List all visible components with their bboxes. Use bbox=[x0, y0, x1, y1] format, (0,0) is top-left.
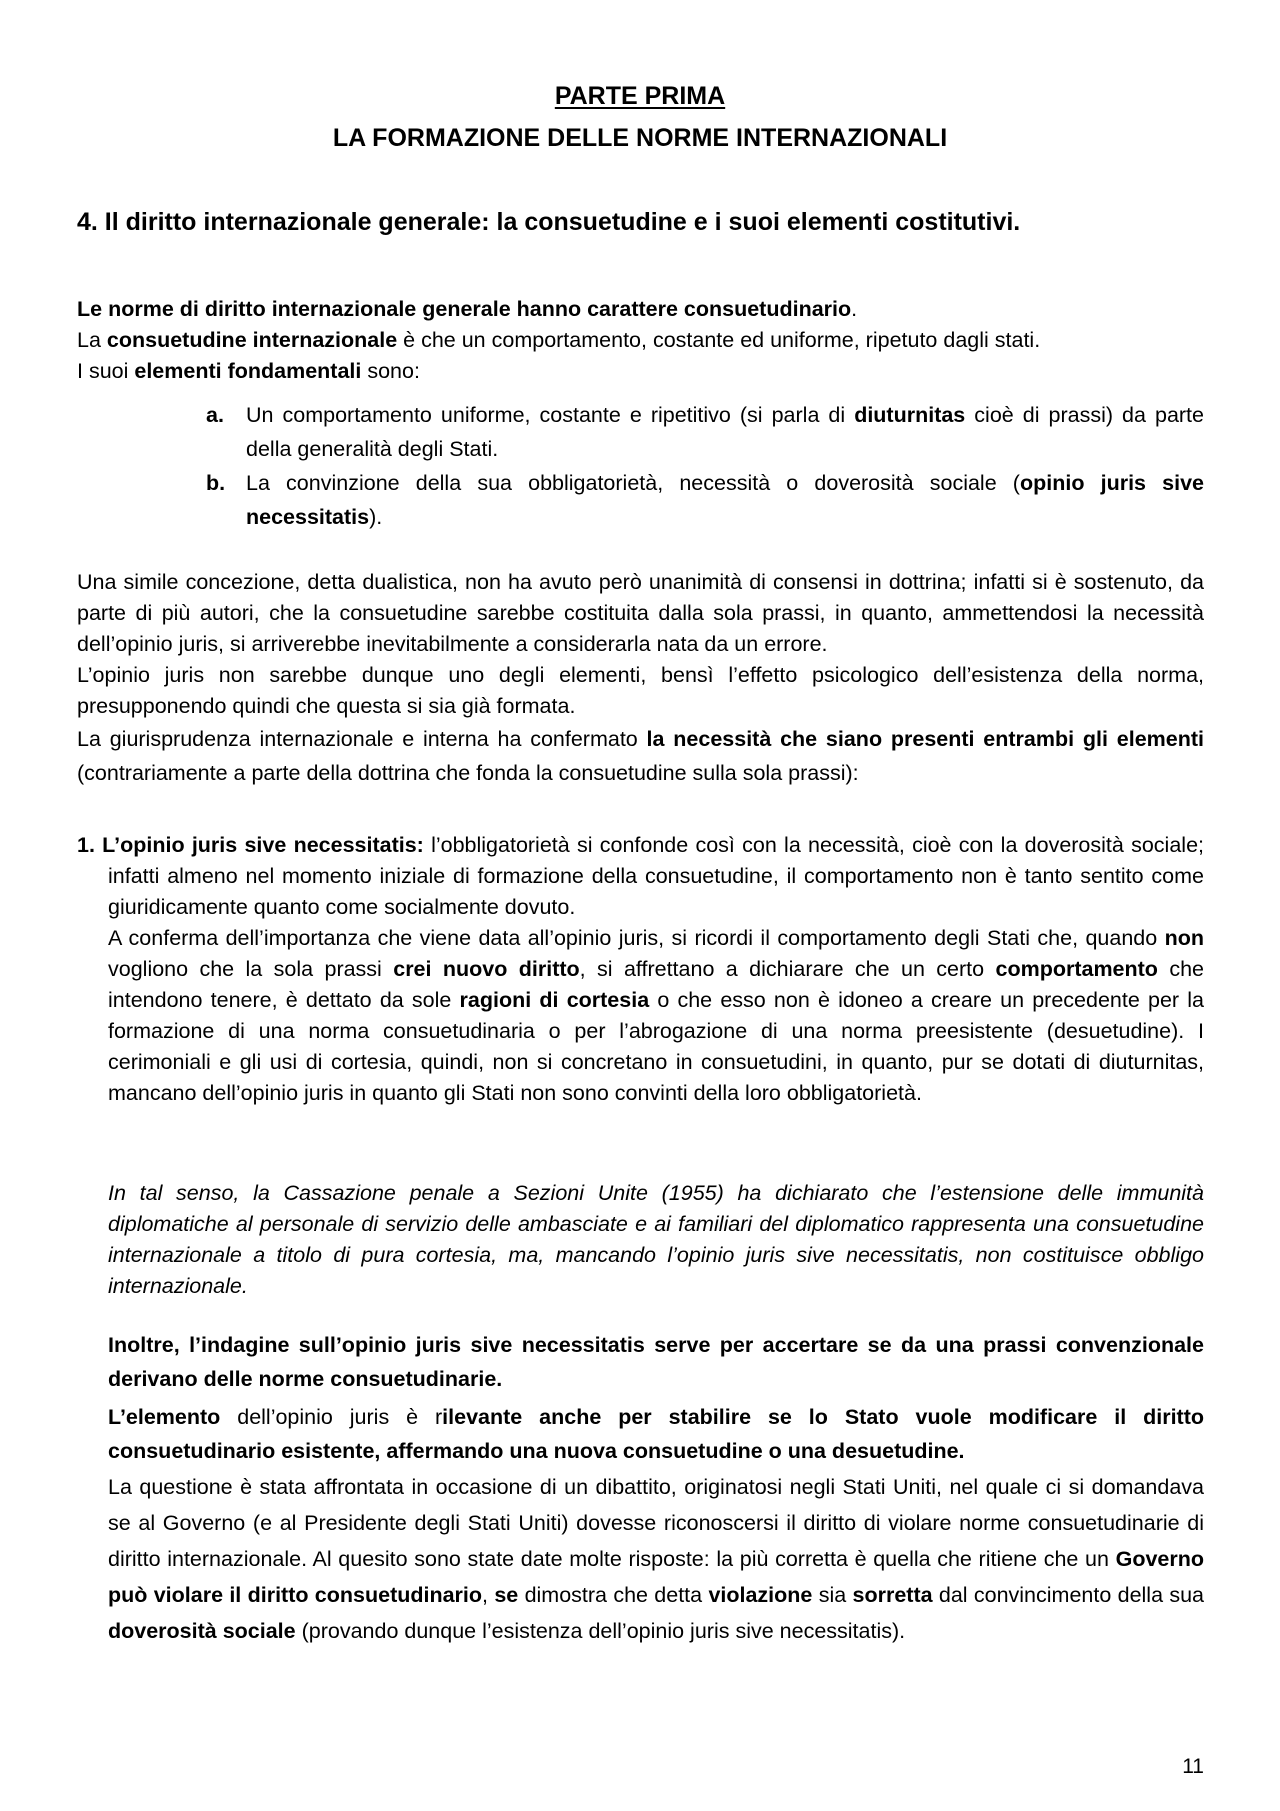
intro-line-1-end: . bbox=[851, 297, 858, 321]
list-item-bold: opinio juris sive necessitatis bbox=[246, 471, 1204, 529]
intro-paragraph bbox=[77, 294, 1204, 387]
conf-h: ragioni di cortesia bbox=[459, 988, 650, 1012]
dualism-paragraph-1: Una simile concezione, detta dualistica, non ha avuto però unanimità di consensi in dottrina; infatti si è sostenuto, da parte di più autori, che la consuetudine sarebbe costituita dalla sola prassi, in quanto, ammettendosi la necessità dell’opinio juris, si arriverebbe inevitabilmente a considerarla nata da un errore. bbox=[77, 570, 1204, 656]
elements-list bbox=[206, 398, 1204, 534]
q-i: dal convincimento della sua bbox=[932, 1583, 1205, 1607]
conf-e: , si affrettano a dichiarare che un certo bbox=[579, 957, 996, 981]
case-law-note: In tal senso, la Cassazione penale a Sezioni Unite (1955) ha dichiarato che l’estensione delle immunità diplomatiche al personale di servizio delle ambasciate e ai familiari del diplomatico rappresenta una consuetudine internazionale a titolo di pura cortesia, ma, mancando l’opinio juris sive necessitatis, non costituisce obbligo internazionale. bbox=[108, 1181, 1204, 1298]
point-1-intro bbox=[77, 830, 1204, 923]
list-item bbox=[206, 466, 1204, 534]
conf-b: non bbox=[1164, 926, 1204, 950]
list-marker: a. bbox=[206, 403, 224, 427]
list-item bbox=[206, 398, 1204, 466]
intro-line-2 bbox=[77, 325, 1204, 356]
q-a: La questione è stata affrontata in occasione di un dibattito, originatosi negli Stati Uniti, nel quale ci si domandava se al Governo (e al Presidente degli Stati Uniti) dovesse riconoscersi il diritto di violare norme consuetudinarie di diritto internazionale. Al quesito sono state date molte risposte: la più corretta è quella che ritiene che un bbox=[108, 1475, 1204, 1571]
elem-a: L’elemento bbox=[108, 1405, 221, 1429]
dualism-p3-c: (contrariamente a parte della dottrina che fonda la consuetudine sulla sola prassi): bbox=[77, 761, 859, 785]
point-1-confirmation bbox=[108, 923, 1204, 1109]
page-number: 11 bbox=[1182, 1755, 1204, 1778]
section-heading: 4. Il diritto internazionale generale: la consuetudine e i suoi elementi costitutivi. bbox=[77, 208, 1021, 236]
list-item-text: Un comportamento uniforme, costante e ripetitivo (si parla di bbox=[246, 403, 855, 427]
q-g: sia bbox=[812, 1583, 853, 1607]
part-subtitle: LA FORMAZIONE DELLE NORME INTERNAZIONALI bbox=[332, 124, 948, 152]
conf-d: crei nuovo diritto bbox=[393, 957, 580, 981]
intro-line-1 bbox=[77, 294, 1204, 325]
q-b: Governo può violare il diritto consuetudinario bbox=[108, 1547, 1204, 1607]
q-d: se bbox=[494, 1583, 519, 1607]
dualism-p3-a: La giurisprudenza internazionale e interna ha confermato bbox=[77, 727, 647, 751]
list-item-text-end: cioè di prassi) da parte della generalità degli Stati. bbox=[246, 403, 1204, 461]
point-1-label: 1. L’opinio juris sive necessitatis: bbox=[77, 833, 424, 857]
conf-g: che intendono tenere, è dettato da sole bbox=[108, 957, 1205, 1012]
conf-c: vogliono che la sola prassi bbox=[108, 957, 394, 981]
q-c: , bbox=[482, 1583, 495, 1607]
point-1-text: l’obbligatorietà si confonde così con la necessità, cioè con la doverosità sociale; infatti almeno nel momento iniziale di formazione della consuetudine, il comportamento non è tanto sentito come giuridicamente quanto come socialmente dovuto. bbox=[108, 833, 1204, 919]
q-k: (provando dunque l’esistenza dell’opinio juris sive necessitatis). bbox=[295, 1619, 906, 1643]
dualism-paragraph-2: L’opinio juris non sarebbe dunque uno degli elementi, bensì l’effetto psicologico dell’esistenza della norma, presupponendo quindi che questa si sia già formata. bbox=[77, 663, 1204, 718]
elem-b: dell’opinio juris è r bbox=[220, 1405, 443, 1429]
q-e: dimostra che detta bbox=[518, 1583, 709, 1607]
list-marker: b. bbox=[206, 471, 226, 495]
intro-line-3-b: elementi fondamentali bbox=[134, 359, 362, 383]
intro-line-3 bbox=[77, 356, 1204, 387]
intro-line-2-a: La bbox=[77, 328, 107, 352]
conf-i: o che esso non è idoneo a creare un precedente per la formazione di una norma consuetudinaria o per l’abrogazione di una norma preesistente (desuetudine). I cerimoniali e gli usi di cortesia, quindi, non si concretano in consuetudini, in quanto, pur se dotati di diuturnitas, mancano dell’opinio juris in quanto gli Stati non sono convinti della loro obbligatorietà. bbox=[108, 988, 1204, 1105]
dualism-paragraph-3 bbox=[77, 722, 1204, 790]
intro-line-2-c: è che un comportamento, costante ed uniforme, ripetuto dagli stati. bbox=[397, 328, 1041, 352]
part-title: PARTE PRIMA bbox=[554, 82, 726, 110]
dualism-section bbox=[77, 567, 1204, 790]
inoltre-paragraph: Inoltre, l’indagine sull’opinio juris sive necessitatis serve per accertare se da una prassi convenzionale derivano delle norme consuetudinarie. bbox=[108, 1333, 1204, 1391]
elemento-paragraph bbox=[108, 1400, 1204, 1468]
list-item-bold: diuturnitas bbox=[854, 403, 966, 427]
elem-c: ilevante anche per stabilire se lo Stato vuole modificare il diritto consuetudinario esistente, affermando una nuova consuetudine o una desuetudine. bbox=[108, 1405, 1204, 1463]
questione-paragraph bbox=[108, 1469, 1204, 1649]
intro-line-3-a: I suoi bbox=[77, 359, 135, 383]
conf-f: comportamento bbox=[995, 957, 1158, 981]
list-item-text: La convinzione della sua obbligatorietà, necessità o doverosità sociale ( bbox=[246, 471, 1020, 495]
q-f: violazione bbox=[708, 1583, 813, 1607]
list-item-text-end: ). bbox=[369, 505, 383, 529]
intro-line-1-bold: Le norme di diritto internazionale generale hanno carattere consuetudinario bbox=[77, 297, 852, 321]
intro-line-3-c: sono: bbox=[361, 359, 420, 383]
intro-line-2-b: consuetudine internazionale bbox=[106, 328, 398, 352]
dualism-p3-b: la necessità che siano presenti entrambi gli elementi bbox=[646, 727, 1204, 751]
conf-a: A conferma dell’importanza che viene data all’opinio juris, si ricordi il comportamento degli Stati che, quando bbox=[108, 926, 1165, 950]
q-h: sorretta bbox=[852, 1583, 933, 1607]
q-j: doverosità sociale bbox=[108, 1619, 296, 1643]
